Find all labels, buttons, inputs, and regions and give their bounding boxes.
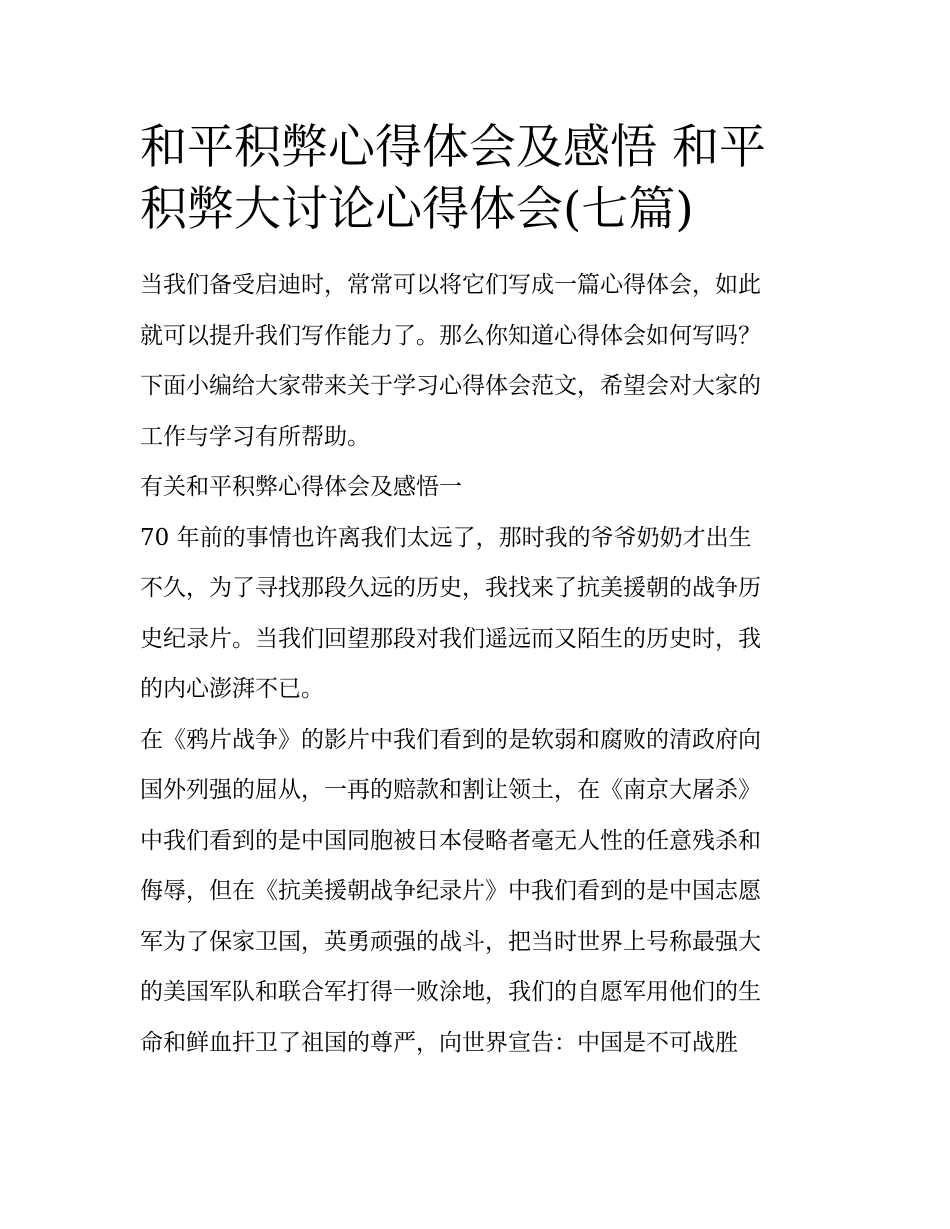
title-line-2: 积弊大讨论心得体会(七篇) xyxy=(140,182,694,237)
body-line: 侮辱，但在《抗美援朝战争纪录片》中我们看到的是中国志愿 xyxy=(140,878,761,904)
body-line: 下面小编给大家带来关于学习心得体会范文，希望会对大家的 xyxy=(140,373,761,399)
body-line: 的美国军队和联合军打得一败涂地，我们的自愿军用他们的生 xyxy=(140,979,761,1005)
body-line: 史纪录片。当我们回望那段对我们遥远而又陌生的历史时，我 xyxy=(140,625,761,652)
body-line: 不久，为了寻找那段久远的历史，我找来了抗美援朝的战争历 xyxy=(140,575,761,601)
body-line: 的内心澎湃不已。 xyxy=(140,676,324,702)
section-heading: 有关和平积弊心得体会及感悟一 xyxy=(140,474,462,500)
body-line: 当我们备受启迪时，常常可以将它们写成一篇心得体会，如此 xyxy=(140,272,761,298)
body-line: 军为了保家卫国，英勇顽强的战斗，把当时世界上号称最强大 xyxy=(140,928,761,955)
body-line: 就可以提升我们写作能力了。那么你知道心得体会如何写吗？ xyxy=(140,322,761,349)
document-body xyxy=(140,260,810,1068)
body-line: 工作与学习有所帮助。 xyxy=(140,423,370,450)
body-line: 中我们看到的是中国同胞被日本侵略者毫无人性的任意残杀和 xyxy=(140,827,761,854)
body-line: 70 年前的事情也许离我们太远了，那时我的爷爷奶奶才出生 xyxy=(140,524,752,551)
title-line-1: 和平积弊心得体会及感悟 和平 xyxy=(140,120,766,175)
body-line: 在《鸦片战争》的影片中我们看到的是软弱和腐败的清政府向 xyxy=(140,726,761,753)
document-title xyxy=(140,0,820,241)
body-line: 命和鲜血扞卫了祖国的尊严，向世界宣告：中国是不可战胜 xyxy=(140,1029,738,1056)
body-line: 国外列强的屈从，一再的赔款和割让领土，在《南京大屠杀》 xyxy=(140,777,761,803)
